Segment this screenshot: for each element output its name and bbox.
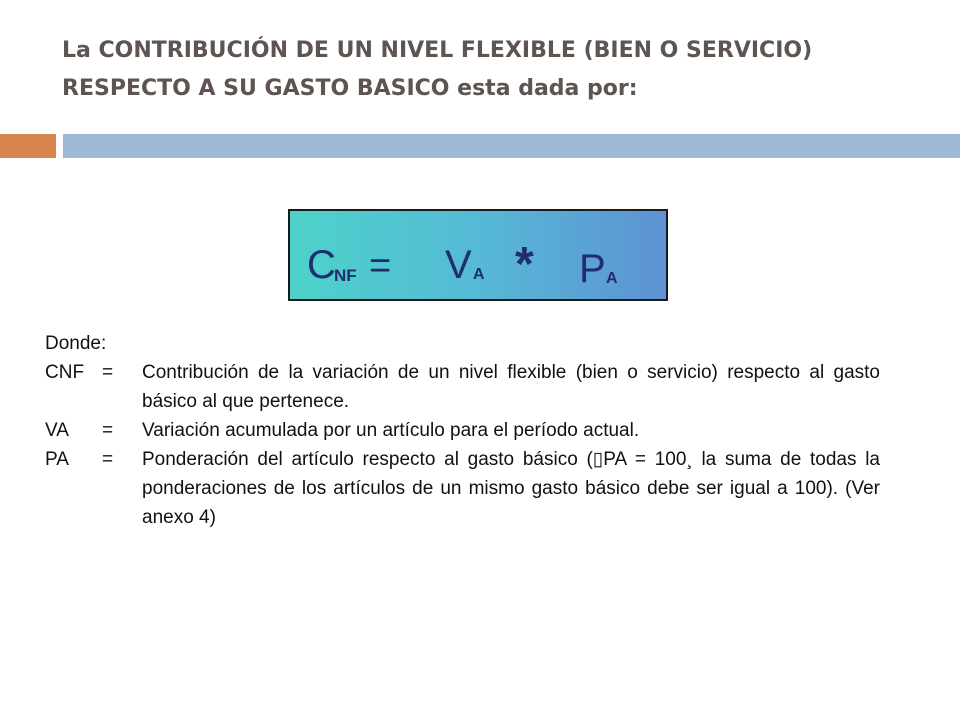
slide-title: La CONTRIBUCIÓN DE UN NIVEL FLEXIBLE (BIEN O SERVICIO) RESPECTO A SU GASTO BASICO esta dada por: (62, 38, 813, 101)
formula-c: C (307, 243, 336, 287)
formula-p: P (579, 247, 606, 291)
definitions (45, 329, 880, 532)
definition-sep: = (102, 420, 114, 441)
accent-bar-blue (63, 134, 960, 158)
definition-desc: Ponderación del artículo respecto al gasto básico (▯PA = 100¸ la suma de todas la ponderaciones de los artículos de un mismo gasto básico debe ser igual a 100). (Ver anexo 4) (142, 449, 880, 528)
formula-v-sub: A (473, 266, 485, 283)
definition-term: CNF (45, 362, 85, 383)
formula-times: * (515, 238, 534, 291)
definition-desc: Variación acumulada por un artículo para el período actual. (142, 420, 640, 441)
definition-sep: = (102, 362, 114, 383)
accent-bar-orange (0, 134, 56, 158)
formula-c-sub: NF (334, 266, 357, 285)
definition-term: VA (45, 420, 69, 441)
definition-row-cnf (45, 358, 880, 416)
definition-desc: Contribución de la variación de un nivel flexible (bien o servicio) respecto al gasto básico al que pertenece. (142, 362, 880, 412)
definition-row-va (45, 416, 880, 445)
formula-box (288, 209, 668, 301)
definition-term: PA (45, 449, 69, 470)
definitions-intro: Donde: (45, 333, 107, 354)
formula-p-sub: A (606, 270, 618, 287)
formula-v: V (445, 243, 472, 287)
definition-sep: = (102, 449, 114, 470)
definition-row-pa (45, 445, 880, 532)
formula-equals: = (369, 245, 392, 287)
